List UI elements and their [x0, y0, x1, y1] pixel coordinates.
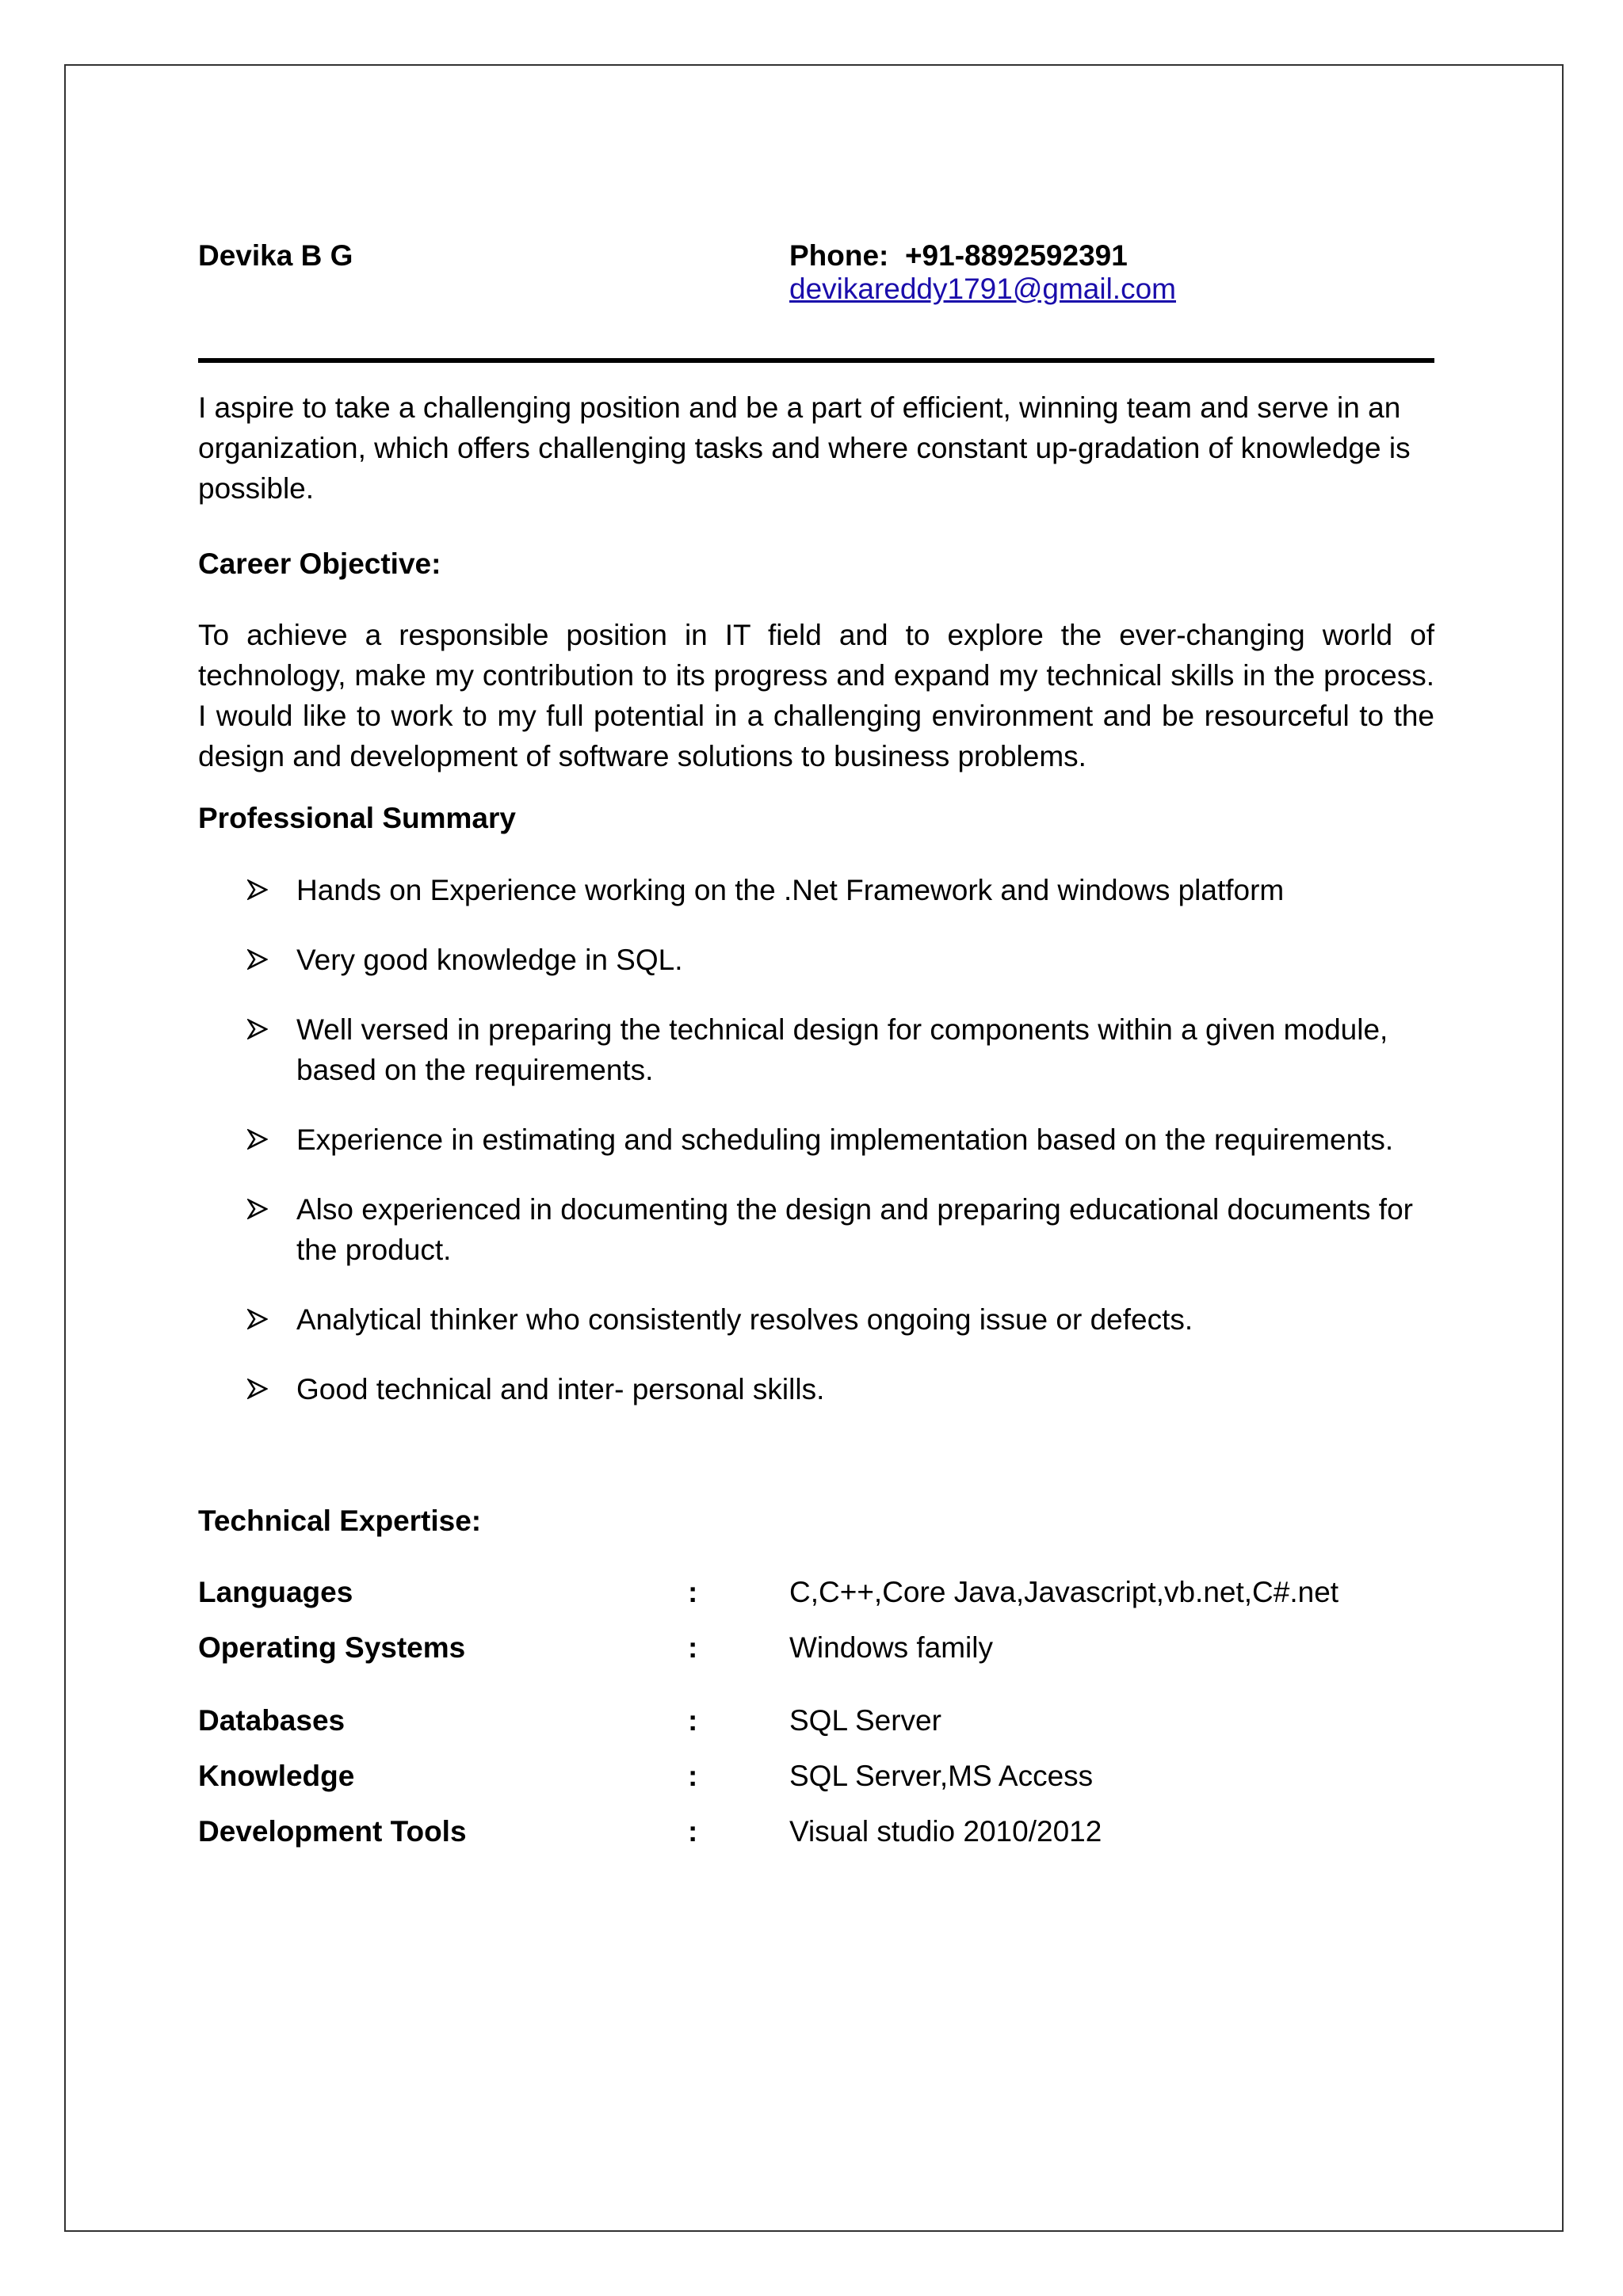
phone-number: Phone: +91-8892592391 — [789, 239, 1128, 272]
list-item-text: Hands on Experience working on the .Net Framework and windows platform — [296, 874, 1285, 906]
candidate-name: Devika B G — [198, 239, 353, 272]
contact-info — [789, 239, 1176, 306]
list-item-text: Also experienced in documenting the design and preparing educational documents for the product. — [296, 1193, 1413, 1266]
tech-value: Windows family — [789, 1631, 993, 1664]
tech-label: Languages — [198, 1576, 353, 1608]
list-item-text: Experience in estimating and scheduling implementation based on the requirements. — [296, 1123, 1394, 1156]
tech-separator: : — [688, 1576, 698, 1608]
tech-label: Knowledge — [198, 1760, 355, 1792]
tech-value: SQL Server — [789, 1704, 941, 1737]
tech-row-knowledge — [198, 1756, 1434, 1796]
tech-label: Development Tools — [198, 1815, 467, 1848]
list-item — [247, 1119, 1436, 1160]
career-objective-heading: Career Objective: — [198, 547, 441, 580]
list-item-text: Good technical and inter- personal skills. — [296, 1373, 825, 1405]
arrowhead-bullet-icon — [247, 1119, 271, 1160]
email-link[interactable]: devikareddy1791@gmail.com — [789, 273, 1176, 305]
tech-label: Operating Systems — [198, 1631, 466, 1664]
tech-separator: : — [688, 1704, 698, 1737]
tech-separator: : — [688, 1760, 698, 1792]
list-item-text: Well versed in preparing the technical design for components within a given module, based on the requirements. — [296, 1013, 1388, 1086]
list-item — [247, 870, 1436, 910]
professional-summary-heading: Professional Summary — [198, 802, 516, 834]
list-item-text: Very good knowledge in SQL. — [296, 944, 683, 976]
list-item — [247, 1189, 1436, 1270]
list-item-text: Analytical thinker who consistently resolves ongoing issue or defects. — [296, 1303, 1193, 1336]
tech-row-operating-systems — [198, 1627, 1434, 1668]
list-item — [247, 1369, 1436, 1409]
arrowhead-bullet-icon — [247, 870, 271, 910]
arrowhead-bullet-icon — [247, 1369, 271, 1409]
arrowhead-bullet-icon — [247, 1009, 271, 1050]
arrowhead-bullet-icon — [247, 1189, 271, 1230]
professional-summary-list — [247, 870, 1436, 1439]
intro-paragraph: I aspire to take a challenging position and be a part of efficient, winning team and serve in an organization, which offers challenging tasks and where constant up-gradation of knowledge is possible. — [198, 391, 1411, 505]
tech-separator: : — [688, 1815, 698, 1848]
tech-label: Databases — [198, 1704, 346, 1737]
list-item — [247, 1299, 1436, 1340]
tech-value: Visual studio 2010/2012 — [789, 1815, 1102, 1848]
tech-value: SQL Server,MS Access — [789, 1760, 1094, 1792]
tech-value: C,C++,Core Java,Javascript,vb.net,C#.net — [789, 1576, 1339, 1608]
tech-row-databases — [198, 1700, 1434, 1741]
header-divider — [198, 358, 1434, 363]
list-item — [247, 940, 1436, 980]
career-objective-text: To achieve a responsible position in IT field and to explore the ever-changing world of technology, make my contribution to its progress and expand my technical skills in the process. I would like to work to my full potential in a challenging environment and be resourceful to the design and development of software solutions to business problems. — [198, 619, 1434, 772]
tech-row-languages — [198, 1572, 1434, 1612]
list-item — [247, 1009, 1436, 1090]
technical-expertise-heading: Technical Expertise: — [198, 1505, 482, 1537]
arrowhead-bullet-icon — [247, 1299, 271, 1340]
tech-row-development-tools — [198, 1811, 1434, 1852]
arrowhead-bullet-icon — [247, 940, 271, 980]
tech-separator: : — [688, 1631, 698, 1664]
